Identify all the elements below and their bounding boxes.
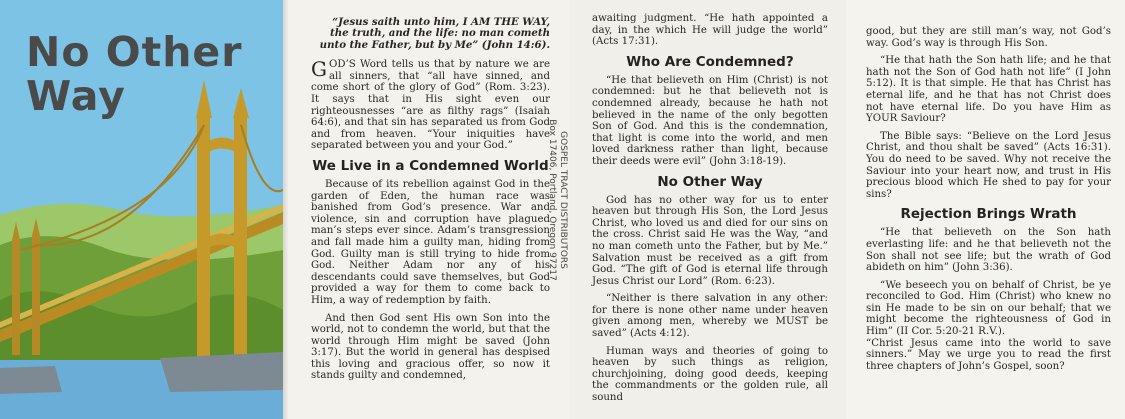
paragraph: The Bible says: “Believe on the Lord Jesus Christ, and thou shalt be saved” (Acts 16:31). You do need to be saved. Why not receive the Saviour into your heart now, and trust in His precious blood which He shed to pay for your sins?: [866, 130, 1111, 200]
heading-no-other-way: No Other Way: [657, 173, 763, 190]
panel3-body-2: [592, 75, 828, 168]
paragraph: God has no other way for us to enter heaven but through His Son, the Lord Jesus Christ, who loved us and died for our sins on the cross. Christ said He was the Way, “and no man cometh unto the Father, but by Me.” Salvation must be received as a gift from God. “The gift of God is eternal life through Jesus Christ our Lord” (Rom. 6:23).: [592, 194, 828, 287]
intro-text: OD’S Word tells us that by nature we are all sinners, that “all have sinned, and come short of the glory of God” (Rom. 3:23). It says that in His sight even our righteousnesses “are as filthy rags” (Isaiah 64:6), and that sin has separated us from God and from heaven. “Your iniquities have separated between you and your God.”: [311, 59, 550, 152]
paragraph: “He that hath the Son hath life; and he that hath not the Son of God hath not life” (I John 5:12). It is that simple. He that has Christ has eternal life, and he that has not Christ does not have eternal life. Do you have Him as YOUR Saviour?: [866, 55, 1111, 125]
panel4-body-2: [866, 227, 1111, 372]
cover-title: [26, 30, 242, 118]
panel2-body: [311, 59, 550, 152]
paragraph: “We beseech you on behalf of Christ, be ye reconciled to God. Him (Christ) who knew no sin He made to be sin on our behalf; that we might become the righteousness of God in Him” (II Cor. 5:20-21 R.V.).: [866, 279, 1111, 338]
cover-panel: [0, 0, 283, 419]
panel2-body-2: [311, 179, 550, 382]
drop-cap: G: [311, 57, 327, 82]
panel-condemned-world: [283, 0, 570, 419]
panel3-body-3: [592, 195, 828, 404]
panel-rejection-wrath: [846, 0, 1125, 419]
paragraph: And then God sent His own Son into the world, not to condemn the world, but that the world through Him might be saved (John 3:17). But the world in general has despised this loving and gracious offer, so now it stands guilty and condemned,: [311, 312, 550, 382]
panel3-body: [592, 13, 828, 48]
paragraph: “He that believeth on Him (Christ) is not condemned: but he that believeth not is condemned already, because he hath not believed in the name of the only begotten Son of God. And this is the condemnation, that light is come into the world, and men loved darkness rather than light, because their deeds were evil” (John 3:18-19).: [592, 74, 828, 167]
heading-rejection-wrath: Rejection Brings Wrath: [900, 206, 1077, 223]
paragraph: Because of its rebellion against God in the garden of Eden, the human race was banished from God’s presence. War and violence, sin and corruption have plagued man’s steps ever since. Adam’s transgression and fall made him a guilty man, hiding from God. Guilty man is still trying to hide from God. Neither Adam nor any of his descendants could save themselves, but God provided a way for them to come back to Him, a way of redemption by faith.: [311, 178, 550, 306]
paragraph: “He that believeth on the Son hath everlasting life: and he that believeth not the Son shall not see life; but the wrath of God abideth on him” (John 3:36).: [866, 227, 1111, 274]
heading-who-condemned: Who Are Condemned?: [626, 53, 794, 70]
intro-paragraph: [311, 59, 550, 152]
paragraph: “Neither is there salvation in any other: for there is none other name under heaven given among men, whereby we MUST be saved” (Acts 4:12).: [592, 293, 828, 340]
continuation-paragraph: awaiting judgment. “He hath appointed a day, in the which He will judge the world” (Acts 17:31).: [592, 13, 828, 48]
paragraph: “Christ Jesus came into the world to save sinners.” May we urge you to read the first three chapters of John’s Gospel, soon?: [866, 337, 1111, 372]
panel4-body: [866, 26, 1111, 200]
fold-shadow: [283, 0, 289, 419]
epigraph-john-14-6: “Jesus saith unto him, I AM THE WAY, the truth, and the life: no man cometh unto the Father, but by Me” (John 14:6).: [319, 16, 550, 51]
distributor-address: Box 17406, Portland, Oregon 97217: [547, 119, 557, 281]
cover-title-line2: Way: [26, 72, 126, 120]
heading-condemned-world: We Live in a Condemned World: [312, 157, 549, 174]
panel-who-condemned: [570, 0, 846, 419]
paragraph: Human ways and theories of going to heaven by such things as religion, churchjoining, doing good deeds, keeping the commandments or the golden rule, all sound: [592, 345, 828, 404]
continuation-paragraph: good, but they are still man’s way, not God’s way. God’s way is through His Son.: [866, 26, 1111, 49]
distributor-imprint: [546, 80, 586, 320]
cover-title-line1: No Other: [26, 28, 243, 76]
distributor-name: GOSPEL TRACT DISTRIBUTORS: [558, 131, 568, 269]
